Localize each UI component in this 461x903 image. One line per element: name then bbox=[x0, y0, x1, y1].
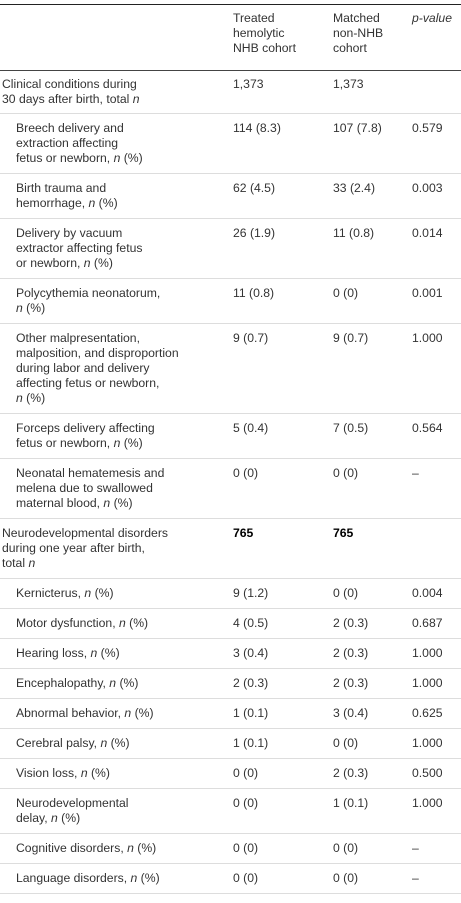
matched-value: 7 (0.5) bbox=[333, 421, 369, 435]
row-label-line: extractor affecting fetus bbox=[16, 241, 143, 255]
treated-value: 0 (0) bbox=[233, 466, 259, 480]
treated-value: 114 (8.3) bbox=[233, 121, 281, 135]
p-value: 0.564 bbox=[412, 421, 443, 435]
p-value: – bbox=[412, 871, 419, 885]
row-label bbox=[16, 121, 221, 166]
treated-value: 26 (1.9) bbox=[233, 226, 276, 240]
table-row bbox=[0, 608, 461, 638]
row-label-line: during one year after birth, bbox=[2, 541, 145, 555]
row-label-line: hemorrhage, n (%) bbox=[16, 196, 118, 210]
matched-value: 0 (0) bbox=[333, 871, 359, 885]
table-row bbox=[0, 413, 461, 458]
row-label-line: Kernicterus, n (%) bbox=[16, 586, 114, 600]
row-label-line: affecting fetus or newborn, bbox=[16, 376, 160, 390]
row-label-line: n (%) bbox=[16, 391, 46, 405]
treated-value: 9 (0.7) bbox=[233, 331, 269, 345]
header-p-value: p-value bbox=[412, 11, 452, 25]
table-row bbox=[0, 698, 461, 728]
p-value: 1.000 bbox=[412, 646, 443, 660]
treated-value: 0 (0) bbox=[233, 796, 259, 810]
row-label-line: Motor dysfunction, n (%) bbox=[16, 616, 149, 630]
matched-value: 33 (2.4) bbox=[333, 181, 376, 195]
matched-value: 11 (0.8) bbox=[333, 226, 375, 240]
section-total-row bbox=[0, 69, 461, 113]
matched-value: 9 (0.7) bbox=[333, 331, 369, 345]
row-label-line: Language disorders, n (%) bbox=[16, 871, 160, 885]
row-label-line: Cerebral palsy, n (%) bbox=[16, 736, 130, 750]
table-row bbox=[0, 788, 461, 833]
table-row bbox=[0, 458, 461, 518]
treated-value: 2 (0.3) bbox=[233, 676, 269, 690]
row-label-line: fetus or newborn, n (%) bbox=[16, 151, 143, 165]
p-value: – bbox=[412, 466, 419, 480]
row-label-line: or newborn, n (%) bbox=[16, 256, 113, 270]
table-row bbox=[0, 668, 461, 698]
header-matched-cohort: Matched non-NHB cohort bbox=[333, 11, 384, 55]
row-label-line: during labor and delivery bbox=[16, 361, 150, 375]
row-label-line: delay, n (%) bbox=[16, 811, 81, 825]
row-label-line: extraction affecting bbox=[16, 136, 119, 150]
row-label bbox=[16, 766, 221, 781]
row-label bbox=[16, 421, 221, 451]
treated-value: 11 (0.8) bbox=[233, 286, 275, 300]
row-divider bbox=[0, 893, 461, 894]
row-label bbox=[16, 286, 221, 316]
section-total-row bbox=[0, 518, 461, 578]
matched-value: 2 (0.3) bbox=[333, 616, 369, 630]
matched-value: 1 (0.1) bbox=[333, 796, 369, 810]
p-value: – bbox=[412, 841, 419, 855]
row-label-line: Other malpresentation, bbox=[16, 331, 140, 345]
treated-value: 0 (0) bbox=[233, 766, 259, 780]
matched-value: 765 bbox=[333, 526, 354, 540]
row-label-line: Breech delivery and bbox=[16, 121, 124, 135]
table-row bbox=[0, 173, 461, 218]
row-label-line: Vision loss, n (%) bbox=[16, 766, 110, 780]
matched-value: 107 (7.8) bbox=[333, 121, 382, 135]
row-label bbox=[16, 871, 221, 886]
row-label-line: Clinical conditions during bbox=[2, 77, 137, 91]
row-label bbox=[16, 226, 221, 271]
treated-value: 62 (4.5) bbox=[233, 181, 276, 195]
matched-value: 0 (0) bbox=[333, 586, 359, 600]
table-row bbox=[0, 218, 461, 278]
row-label-line: Delivery by vacuum bbox=[16, 226, 123, 240]
row-label bbox=[16, 706, 221, 721]
row-label bbox=[16, 676, 221, 691]
row-label-line: Cognitive disorders, n (%) bbox=[16, 841, 157, 855]
treated-value: 3 (0.4) bbox=[233, 646, 269, 660]
row-label-line: Neurodevelopmental disorders bbox=[2, 526, 168, 540]
table-row bbox=[0, 728, 461, 758]
row-label-line: n (%) bbox=[16, 301, 46, 315]
row-label-line: total n bbox=[2, 556, 36, 570]
row-label bbox=[16, 466, 221, 511]
p-value: 1.000 bbox=[412, 331, 443, 345]
row-label bbox=[16, 181, 221, 211]
table-row bbox=[0, 758, 461, 788]
row-label-line: Encephalopathy, n (%) bbox=[16, 676, 139, 690]
treated-value: 1 (0.1) bbox=[233, 706, 269, 720]
p-value: 0.579 bbox=[412, 121, 443, 135]
treated-value: 1 (0.1) bbox=[233, 736, 269, 750]
treated-value: 5 (0.4) bbox=[233, 421, 269, 435]
p-value: 0.625 bbox=[412, 706, 443, 720]
row-label-line: 30 days after birth, total n bbox=[2, 92, 140, 106]
matched-value: 0 (0) bbox=[333, 466, 359, 480]
matched-value: 2 (0.3) bbox=[333, 646, 369, 660]
table-row bbox=[0, 578, 461, 608]
matched-value: 0 (0) bbox=[333, 841, 359, 855]
row-label bbox=[16, 616, 221, 631]
matched-value: 3 (0.4) bbox=[333, 706, 369, 720]
table-row bbox=[0, 323, 461, 413]
row-label-line: Birth trauma and bbox=[16, 181, 107, 195]
table-row bbox=[0, 833, 461, 863]
treated-value: 0 (0) bbox=[233, 871, 259, 885]
p-value: 0.500 bbox=[412, 766, 443, 780]
treated-value: 9 (1.2) bbox=[233, 586, 269, 600]
p-value: 1.000 bbox=[412, 676, 443, 690]
matched-value: 0 (0) bbox=[333, 286, 359, 300]
row-label bbox=[16, 841, 221, 856]
p-value: 0.004 bbox=[412, 586, 443, 600]
treated-value: 765 bbox=[233, 526, 254, 540]
row-label-line: Hearing loss, n (%) bbox=[16, 646, 120, 660]
row-label-line: Polycythemia neonatorum, bbox=[16, 286, 161, 300]
p-value: 1.000 bbox=[412, 736, 443, 750]
row-label-line: Forceps delivery affecting bbox=[16, 421, 155, 435]
p-value: 0.003 bbox=[412, 181, 443, 195]
row-label bbox=[16, 736, 221, 751]
table-row bbox=[0, 863, 461, 893]
row-label bbox=[16, 331, 221, 406]
matched-value: 1,373 bbox=[333, 77, 364, 91]
p-value: 1.000 bbox=[412, 796, 443, 810]
matched-value: 2 (0.3) bbox=[333, 766, 369, 780]
row-label bbox=[16, 796, 221, 826]
treated-value: 0 (0) bbox=[233, 841, 259, 855]
header-treated-cohort: Treated hemolytic NHB cohort bbox=[233, 11, 296, 55]
row-label-line: Neurodevelopmental bbox=[16, 796, 129, 810]
row-label-line: Abnormal behavior, n (%) bbox=[16, 706, 154, 720]
table-row bbox=[0, 638, 461, 668]
row-label-line: fetus or newborn, n (%) bbox=[16, 436, 143, 450]
row-label-line: melena due to swallowed bbox=[16, 481, 153, 495]
row-label bbox=[16, 646, 221, 661]
table-top-rule bbox=[0, 4, 461, 5]
row-label bbox=[16, 586, 221, 601]
treated-value: 1,373 bbox=[233, 77, 264, 91]
table-row bbox=[0, 278, 461, 323]
row-label-line: malposition, and disproportion bbox=[16, 346, 179, 360]
matched-value: 2 (0.3) bbox=[333, 676, 369, 690]
p-value: 0.001 bbox=[412, 286, 443, 300]
row-label-line: Neonatal hematemesis and bbox=[16, 466, 165, 480]
p-value: 0.687 bbox=[412, 616, 443, 630]
row-label-line: maternal blood, n (%) bbox=[16, 496, 133, 510]
matched-value: 0 (0) bbox=[333, 736, 359, 750]
p-value: 0.014 bbox=[412, 226, 443, 240]
table-row bbox=[0, 113, 461, 173]
row-label bbox=[2, 526, 168, 571]
treated-value: 4 (0.5) bbox=[233, 616, 269, 630]
row-label bbox=[2, 77, 140, 107]
